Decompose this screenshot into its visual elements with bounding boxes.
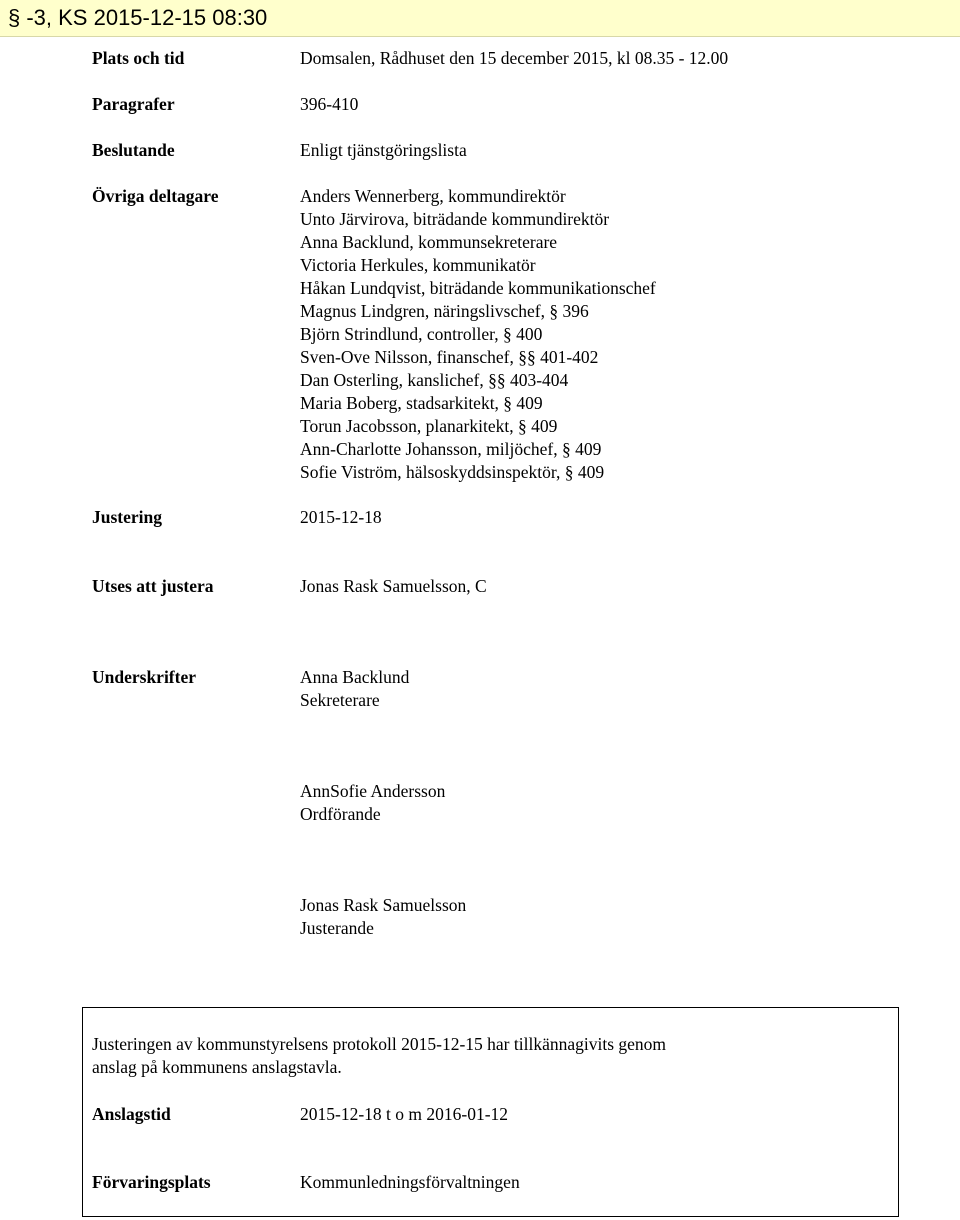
posting-value: 2015-12-18 t o m 2016-01-12: [300, 1104, 509, 1124]
appointed-value: Jonas Rask Samuelsson, C: [300, 576, 487, 596]
participant-item: Unto Järvirova, biträdande kommundirektör: [300, 209, 610, 229]
storage-value: Kommunledningsförvaltningen: [300, 1172, 520, 1192]
participant-item: Håkan Lundqvist, biträdande kommunikationschef: [300, 278, 656, 298]
signer-name: Jonas Rask Samuelsson: [300, 895, 467, 915]
participant-item: Victoria Herkules, kommunikatör: [300, 255, 536, 275]
adjust-value: 2015-12-18: [300, 507, 382, 527]
participant-item: Magnus Lindgren, näringslivschef, § 396: [300, 301, 589, 321]
page-title: § -3, KS 2015-12-15 08:30: [8, 5, 268, 30]
paragraphs-value: 396-410: [300, 94, 359, 114]
signer-role: Sekreterare: [300, 690, 380, 710]
notice-line: anslag på kommunens anslagstavla.: [92, 1057, 342, 1077]
storage-label: Förvaringsplats: [92, 1172, 211, 1192]
participant-item: Torun Jacobsson, planarkitekt, § 409: [300, 416, 558, 436]
participants-list: [300, 185, 656, 484]
signatures-label: Underskrifter: [92, 667, 197, 687]
signer-role: Ordförande: [300, 804, 381, 824]
participant-item: Maria Boberg, stadsarkitekt, § 409: [300, 393, 543, 413]
participant-item: Sven-Ove Nilsson, finanschef, §§ 401-402: [300, 347, 599, 367]
signature-block: [300, 780, 445, 826]
notice-text: [92, 1033, 666, 1079]
deciders-value: Enligt tjänstgöringslista: [300, 140, 467, 160]
paragraphs-label: Paragrafer: [92, 94, 175, 114]
participant-item: Björn Strindlund, controller, § 400: [300, 324, 543, 344]
participant-item: Sofie Viström, hälsoskyddsinspektör, § 409: [300, 462, 605, 482]
others-label: Övriga deltagare: [92, 186, 219, 206]
participant-item: Anders Wennerberg, kommundirektör: [300, 186, 566, 206]
place-label: Plats och tid: [92, 48, 185, 68]
appointed-label: Utses att justera: [92, 576, 214, 596]
header-bar: [0, 0, 960, 37]
participant-item: Anna Backlund, kommunsekreterare: [300, 232, 558, 252]
signature-block: [300, 894, 466, 940]
deciders-label: Beslutande: [92, 140, 175, 160]
signer-name: AnnSofie Andersson: [300, 781, 446, 801]
participant-item: Ann-Charlotte Johansson, miljöchef, § 409: [300, 439, 602, 459]
signer-role: Justerande: [300, 918, 374, 938]
signature-block: [300, 666, 409, 712]
notice-line: Justeringen av kommunstyrelsens protokoll 2015-12-15 har tillkännagivits genom: [92, 1034, 667, 1054]
adjust-label: Justering: [92, 507, 162, 527]
participant-item: Dan Osterling, kanslichef, §§ 403-404: [300, 370, 569, 390]
posting-label: Anslagstid: [92, 1104, 171, 1124]
place-value: Domsalen, Rådhuset den 15 december 2015, kl 08.35 - 12.00: [300, 48, 729, 68]
signer-name: Anna Backlund: [300, 667, 410, 687]
